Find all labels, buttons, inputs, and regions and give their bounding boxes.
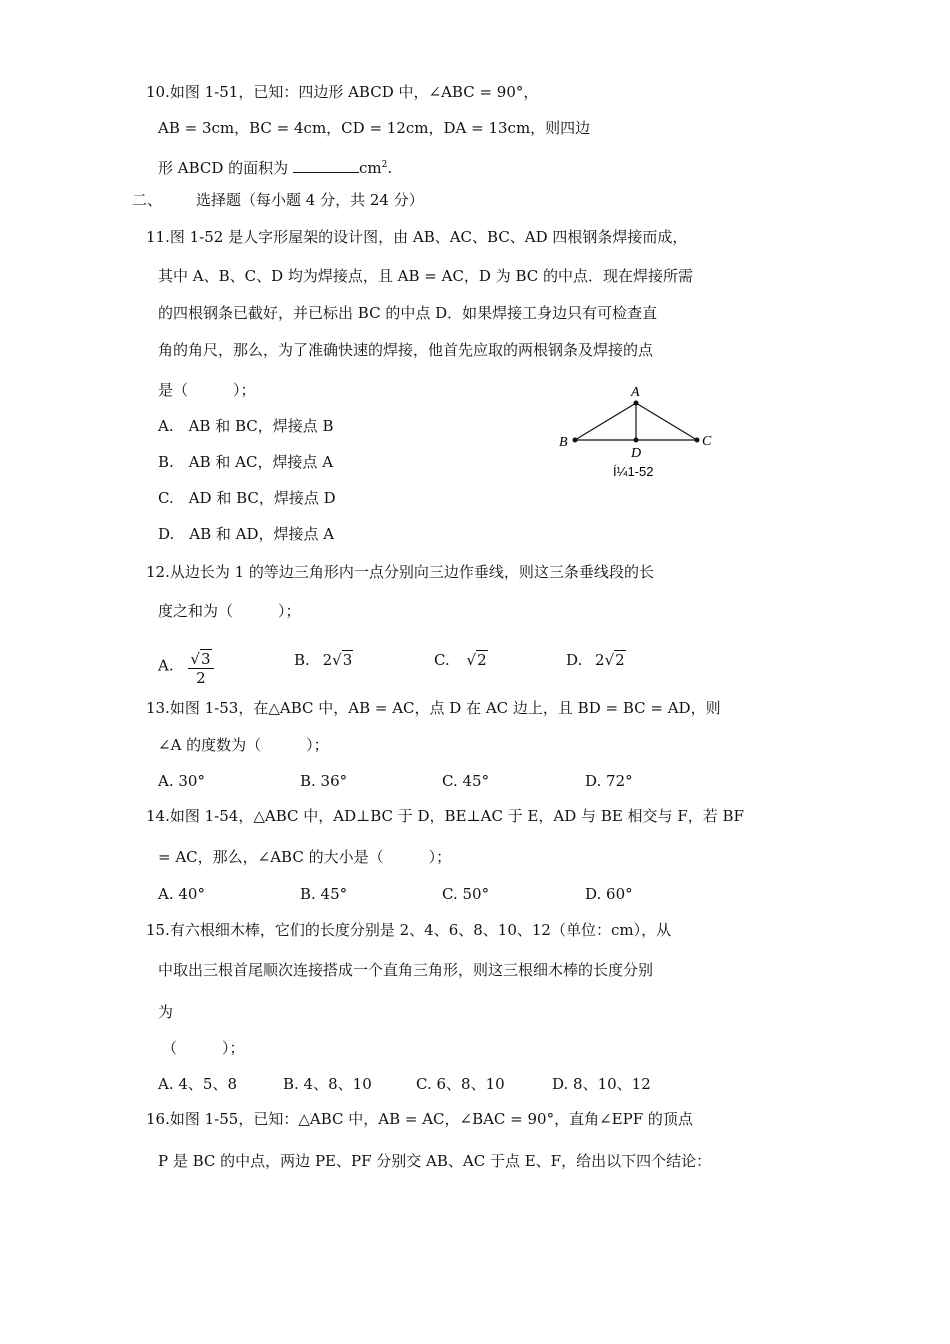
q14-option-d: D. 60° bbox=[585, 885, 633, 903]
q13-option-c: C. 45° bbox=[442, 772, 490, 790]
q11-option-a: A. AB 和 BC，焊接点 B bbox=[158, 417, 334, 435]
q11-line-5: 是（ ）； bbox=[158, 381, 256, 399]
q11-option-b: B. AB 和 AC，焊接点 A bbox=[158, 453, 334, 471]
q15-option-d: D. 8、10、12 bbox=[552, 1075, 651, 1093]
q12-option-b: B. 2√3 bbox=[294, 651, 353, 669]
q11-line-4: 角的角尺，那么，为了准确快速的焊接，他首先应取的两根钢条及焊接的点 bbox=[158, 341, 654, 359]
q14-option-b: B. 45° bbox=[300, 885, 348, 903]
q12-line-2: 度之和为（ ）； bbox=[158, 602, 301, 620]
q14-option-c: C. 50° bbox=[442, 885, 490, 903]
q13-option-b: B. 36° bbox=[300, 772, 348, 790]
q12-option-d: D. 2√2 bbox=[566, 651, 625, 669]
q12-option-d-label: D. bbox=[566, 651, 583, 669]
radicand: 2 bbox=[477, 651, 487, 669]
q11-line-1: 11.图 1-52 是人字形屋架的设计图，由 AB、AC、BC、AD 四根钢条焊接而成， bbox=[146, 228, 688, 246]
q16-line-1: 16.如图 1-55，已知：△ABC 中，AB = AC，∠BAC = 90°，直角∠EPF 的顶点 bbox=[146, 1110, 693, 1128]
label-c: C bbox=[702, 434, 712, 449]
q10-period: . bbox=[387, 159, 393, 177]
q11-option-d: D. AB 和 AD，焊接点 A bbox=[158, 525, 335, 543]
radicand: 3 bbox=[200, 650, 211, 668]
q10-line-3 bbox=[158, 155, 392, 178]
q15-option-c: C. 6、8、10 bbox=[416, 1075, 505, 1093]
q11-line-2: 其中 A、B、C、D 均为焊接点，且 AB = AC，D 为 BC 的中点．现在焊接所需 bbox=[158, 267, 694, 285]
q12-option-c: C. √2 bbox=[434, 651, 487, 669]
point-a bbox=[634, 401, 639, 406]
q12-option-b-label: B. bbox=[294, 651, 310, 669]
q14-line-2: = AC，那么，∠ABC 的大小是（ ）； bbox=[158, 848, 452, 866]
coefficient: 2 bbox=[322, 651, 333, 669]
q10-line-2: AB = 3cm，BC = 4cm，CD = 12cm，DA = 13cm，则四边 bbox=[158, 119, 591, 137]
point-b bbox=[573, 438, 578, 443]
radicand: 2 bbox=[615, 651, 625, 669]
answer-blank bbox=[293, 158, 359, 173]
figure-caption: Í¼1-52 bbox=[613, 464, 654, 479]
q15-line-3: 为 bbox=[158, 1003, 174, 1021]
q12-option-c-label: C. bbox=[434, 651, 450, 669]
q13-line-1: 13.如图 1-53，在△ABC 中，AB = AC，点 D 在 AC 边上，且 BD = BC = AD，则 bbox=[146, 699, 721, 717]
q15-option-a: A. 4、5、8 bbox=[158, 1075, 237, 1093]
label-d: D bbox=[631, 446, 642, 461]
radicand: 3 bbox=[342, 651, 353, 669]
q12-option-a bbox=[158, 648, 214, 685]
q13-option-d: D. 72° bbox=[585, 772, 633, 790]
segment-ab bbox=[575, 403, 636, 440]
point-c bbox=[695, 438, 700, 443]
q11-option-c: C. AD 和 BC，焊接点 D bbox=[158, 489, 336, 507]
section-number: 二、 bbox=[132, 191, 163, 209]
q15-line-1: 15.有六根细木棒，它们的长度分别是 2、4、6、8、10、12（单位：cm），从 bbox=[146, 921, 672, 939]
label-b: B bbox=[559, 435, 568, 450]
fraction bbox=[188, 650, 213, 687]
fraction-denominator: 2 bbox=[196, 669, 206, 687]
q14-option-a: A. 40° bbox=[158, 885, 205, 903]
q12-line-1: 12.从边长为 1 的等边三角形内一点分别向三边作垂线，则这三条垂线段的长 bbox=[146, 563, 654, 581]
point-d bbox=[634, 438, 639, 443]
q10-unit-exponent: 2 bbox=[381, 160, 388, 170]
q15-option-b: B. 4、8、10 bbox=[283, 1075, 372, 1093]
q11-line-3: 的四根钢条已截好，并已标出 BC 的中点 D．如果焊接工身边只有可检查直 bbox=[158, 304, 658, 322]
q12-option-a-label: A. bbox=[158, 656, 174, 675]
q15-line-2: 中取出三根首尾顺次连接搭成一个直角三角形，则这三根细木棒的长度分别 bbox=[158, 961, 654, 979]
segment-ac bbox=[636, 403, 697, 440]
q10-line-1: 10.如图 1-51，已知：四边形 ABCD 中，∠ABC = 90°， bbox=[146, 83, 539, 101]
fraction-numerator: √3 bbox=[188, 650, 213, 669]
coefficient: 2 bbox=[595, 651, 605, 669]
label-a: A bbox=[631, 385, 640, 400]
q13-option-a: A. 30° bbox=[158, 772, 205, 790]
section-title: 选择题（每小题 4 分，共 24 分） bbox=[196, 191, 424, 209]
q10-line-3-text: 形 ABCD 的面积为 bbox=[158, 159, 289, 177]
q15-line-4: （ ）； bbox=[162, 1039, 245, 1057]
q13-line-2: ∠A 的度数为（ ）； bbox=[158, 736, 329, 754]
roof-truss-figure bbox=[556, 380, 726, 485]
q14-line-1: 14.如图 1-54，△ABC 中，AD⊥BC 于 D，BE⊥AC 于 E，AD 与 BE 相交与 F，若 BF bbox=[146, 807, 744, 825]
q10-unit: cm bbox=[358, 159, 382, 177]
q16-line-2: P 是 BC 的中点，两边 PE、PF 分别交 AB、AC 于点 E、F，给出以下四个结论： bbox=[158, 1152, 712, 1170]
